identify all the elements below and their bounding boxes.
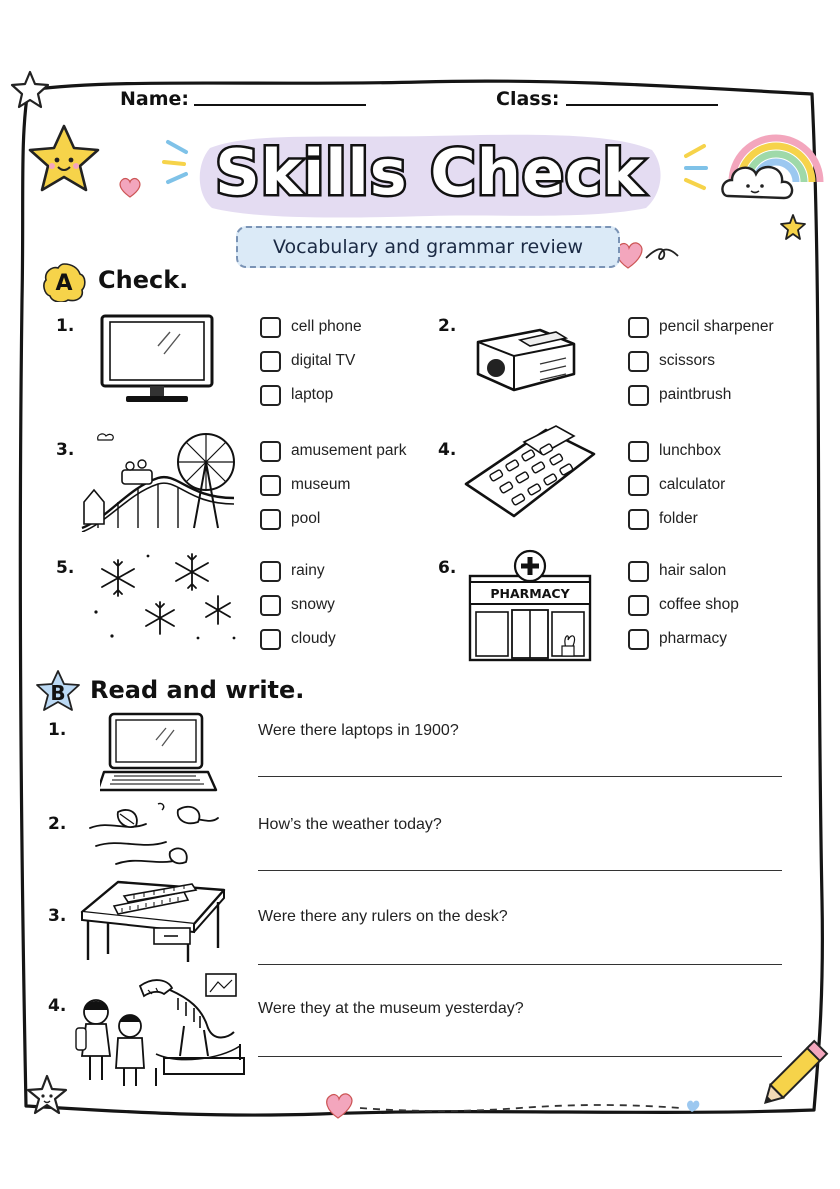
page-title — [190, 128, 670, 220]
check-option[interactable] — [628, 626, 727, 652]
section-a-title: Check. — [98, 266, 189, 294]
pharmacy-building-icon — [466, 548, 594, 664]
calculator-icon — [460, 424, 600, 524]
option-label: hair salon — [659, 562, 727, 579]
kids-at-museum-icon — [68, 968, 248, 1092]
checkbox[interactable] — [260, 441, 281, 462]
answer-line[interactable] — [258, 964, 782, 965]
question-text: Were there laptops in 1900? — [258, 722, 459, 739]
question-text: How’s the weather today? — [258, 816, 442, 833]
option-label: cell phone — [291, 318, 362, 335]
pink-heart-icon — [116, 176, 144, 200]
checkbox[interactable] — [628, 317, 649, 338]
check-option[interactable] — [628, 506, 698, 532]
amusement-park-icon — [78, 428, 238, 532]
section-a-badge — [42, 262, 86, 302]
bottom-star-icon — [24, 1072, 70, 1118]
name-write-line[interactable] — [194, 104, 366, 106]
pharmacy-sign-text: PHARMACY — [490, 586, 570, 601]
sparkle-lines-right-icon — [676, 138, 712, 198]
item-number: 1. — [56, 316, 75, 336]
title-text: Skills Check — [215, 136, 645, 209]
class-write-line[interactable] — [566, 104, 718, 106]
small-yellow-star-icon — [778, 212, 808, 242]
desk-with-rulers-icon — [78, 872, 228, 964]
item-number: 2. — [48, 814, 67, 834]
checkbox[interactable] — [628, 629, 649, 650]
check-option[interactable] — [260, 506, 320, 532]
item-number: 4. — [438, 440, 457, 460]
check-option[interactable] — [628, 348, 715, 374]
answer-line[interactable] — [258, 870, 782, 871]
check-option[interactable] — [260, 626, 336, 652]
option-label: pencil sharpener — [659, 318, 774, 335]
section-b-title: Read and write. — [90, 676, 305, 704]
item-number: 2. — [438, 316, 457, 336]
option-label: scissors — [659, 352, 715, 369]
checkbox[interactable] — [628, 475, 649, 496]
check-option[interactable] — [628, 558, 726, 584]
checkbox[interactable] — [628, 595, 649, 616]
check-option[interactable] — [628, 314, 774, 340]
checkbox[interactable] — [628, 385, 649, 406]
option-label: laptop — [291, 386, 334, 403]
pencil-sharpener-icon — [470, 312, 590, 396]
question-text: Were there any rulers on the desk? — [258, 908, 508, 925]
bottom-heart-dashes-icon — [320, 1088, 700, 1122]
option-label: folder — [659, 510, 698, 527]
section-b-letter: B — [50, 681, 66, 705]
section-a-letter: A — [55, 271, 73, 296]
checkbox[interactable] — [260, 351, 281, 372]
check-option[interactable] — [260, 472, 350, 498]
name-label: Name: — [120, 88, 190, 110]
checkbox[interactable] — [628, 351, 649, 372]
heart-swirl-icon — [612, 232, 684, 272]
option-label: pool — [291, 510, 321, 527]
class-label: Class: — [496, 88, 560, 110]
item-number: 6. — [438, 558, 457, 578]
smiling-star-icon — [26, 122, 104, 196]
outline-star-icon — [8, 68, 52, 112]
checkbox[interactable] — [260, 561, 281, 582]
check-option[interactable] — [260, 382, 333, 408]
question-text: Were they at the museum yesterday? — [258, 1000, 524, 1017]
item-number: 4. — [48, 996, 67, 1016]
option-label: cloudy — [291, 630, 336, 647]
check-option[interactable] — [628, 472, 725, 498]
check-option[interactable] — [260, 438, 406, 464]
windy-leaves-icon — [86, 802, 226, 874]
checkbox[interactable] — [260, 595, 281, 616]
checkbox[interactable] — [628, 441, 649, 462]
check-option[interactable] — [260, 314, 362, 340]
item-number: 3. — [48, 906, 67, 926]
check-option[interactable] — [628, 382, 731, 408]
option-label: amusement park — [291, 442, 407, 459]
checkbox[interactable] — [628, 561, 649, 582]
option-label: snowy — [291, 596, 335, 613]
item-number: 1. — [48, 720, 67, 740]
checkbox[interactable] — [260, 629, 281, 650]
answer-line[interactable] — [258, 776, 782, 777]
subtitle-banner — [236, 226, 620, 268]
option-label: calculator — [659, 476, 726, 493]
check-option[interactable] — [260, 348, 355, 374]
option-label: museum — [291, 476, 351, 493]
option-label: rainy — [291, 562, 325, 579]
option-label: coffee shop — [659, 596, 739, 613]
check-option[interactable] — [628, 592, 739, 618]
option-label: pharmacy — [659, 630, 728, 647]
checkbox[interactable] — [260, 385, 281, 406]
item-number: 3. — [56, 440, 75, 460]
checkbox[interactable] — [260, 317, 281, 338]
item-number: 5. — [56, 558, 75, 578]
option-label: paintbrush — [659, 386, 732, 403]
computer-monitor-icon — [98, 312, 218, 408]
checkbox[interactable] — [628, 509, 649, 530]
section-b-badge — [34, 668, 82, 714]
subtitle-text: Vocabulary and grammar review — [272, 236, 583, 258]
laptop-icon — [100, 710, 228, 798]
pencil-icon — [750, 1030, 836, 1120]
check-option[interactable] — [628, 438, 721, 464]
option-label: lunchbox — [659, 442, 722, 459]
check-option[interactable] — [260, 558, 325, 584]
answer-line[interactable] — [258, 1056, 782, 1057]
snowflakes-icon — [88, 548, 238, 648]
rainbow-cloud-icon — [718, 112, 828, 208]
check-option[interactable] — [260, 592, 335, 618]
checkbox[interactable] — [260, 475, 281, 496]
checkbox[interactable] — [260, 509, 281, 530]
option-label: digital TV — [291, 352, 356, 369]
